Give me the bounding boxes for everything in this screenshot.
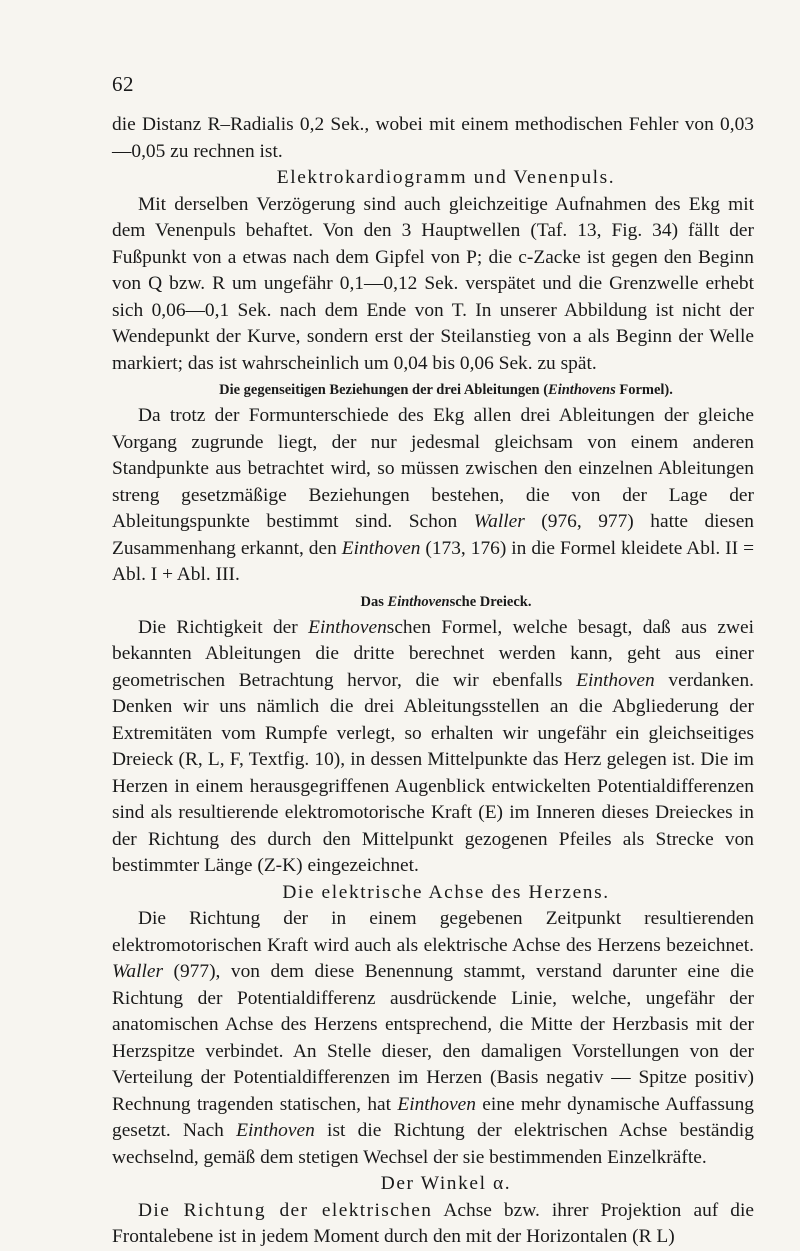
section-heading-elektrische-achse: Die elektrische Achse des Herzens. (282, 881, 610, 903)
page-number: 62 (112, 72, 134, 96)
text-run: (977), von dem diese Benennung stammt, verstand darunter eine die Richtung der Potentialdifferenz ausdrückende Linie, welche, ungefähr der anatomischen Achse des Herzens entsprechend, die Mitte der Herzbasis mit der Herzspitze verbindet. An Stelle dieser, den damaligen Vorstellungen von der Verteilung der Potentialdifferenzen im Herzen (Basis negativ — Spitze positiv) Rechnung tragenden statischen, hat (112, 961, 754, 1115)
author-name: Waller (112, 961, 163, 982)
author-name: Einthoven (308, 616, 387, 638)
section-heading-beziehungen (112, 377, 754, 403)
text-run: verdanken. Denken wir uns nämlich die drei Ableitungsstellen an die Abgliederung der Extremitäten vom Rumpfe verlegt, so erhalten wir ungefähr ein gleichseitiges Dreieck (R, L, F, Textfig. 10), in dessen Mittelpunkte das Herz gelegen ist. Die im Herzen in einem herausgegriffenen Augenblick entwickelten Potentialdifferenzen sind als resultierende elektromotorische Kraft (E) im Inneren dieses Dreieckes in der Richtung des durch den Mittelpunkt gezogenen Pfeiles als Strecke von bestimmter Länge (Z-K) eingezeichnet. (112, 669, 754, 876)
text-run: Die Richtung der in einem gegebenen Zeitpunkt resultierenden elektromotorischen Kraft wird auch als elektrische Achse des Herzens bezeichnet. (112, 908, 754, 956)
text-run: Die Richtung (138, 1199, 266, 1221)
paragraph-3 (112, 403, 754, 589)
author-name: Einthoven (387, 593, 450, 610)
section-heading-winkel-alpha: Der Winkel α. (380, 1173, 512, 1194)
text-run: (173, 176) in die Formel kleidete Abl. II = Abl. I + Abl. III. (112, 537, 754, 585)
heading-text: Formel). (615, 382, 673, 398)
text-run: ist die Richtung der elektrischen Achse beständig wechselnd, gemäß dem stetigen Wechsel der sie bestimmenden Einzelkräfte. (112, 1120, 754, 1168)
text-run: Die Richtigkeit der (138, 616, 309, 638)
heading-text: Das (360, 593, 388, 610)
text-run: Achse bzw. ihrer Projektion auf die Frontalebene ist in jedem Moment durch den mit der Horizontalen (R L) (112, 1199, 754, 1247)
text-run: Da trotz der Formunterschiede des Ekg allen drei Ableitungen der gleiche Vorgang zugrunde liegt, der nur jedesmal gleichsam von einem anderen Standpunkte aus betrachtet wird, so müssen zwischen den einzelnen Ableitungen streng gesetzmäßige Beziehungen bestehen, die von der Lage der Ableitungspunkte bestimmt sind. Schon (112, 405, 754, 532)
text-run: schen Formel, welche besagt, daß aus zwei bekannten Ableitungen die dritte berechnet werden kann, geht aus einer geometrischen Betrachtung hervor, die wir ebenfalls (112, 616, 754, 691)
author-name: Einthoven (236, 1120, 315, 1141)
text-run: (976, 977) hatte diesen Zusammenhang erkannt, den (112, 511, 755, 559)
section-heading-ekg-venenpuls: Elektrokardiogramm und Venenpuls. (276, 167, 616, 188)
text-run: der (265, 1199, 322, 1221)
author-name: Waller (473, 511, 525, 532)
author-name: Einthovens (548, 382, 616, 398)
text-run: elektrischen (321, 1199, 433, 1221)
paragraph-1: die Distanz R–Radialis 0,2 Sek., wobei mit einem methodischen Fehler von 0,03—0,05 zu rechnen ist. (112, 114, 754, 162)
body-text (112, 112, 754, 1251)
paragraph-4 (112, 615, 754, 880)
text-run: eine mehr dynamische Auffassung gesetzt. Nach (112, 1093, 754, 1141)
section-heading-dreieck (112, 589, 754, 615)
author-name: Einthoven (576, 669, 655, 691)
paragraph-6 (112, 1198, 754, 1251)
paragraph-5 (112, 906, 754, 1171)
paragraph-2: Mit derselben Verzögerung sind auch gleichzeitige Aufnahmen des Ekg mit dem Venenpuls behaftet. Von den 3 Hauptwellen (Taf. 13, Fig. 34) fällt der Fußpunkt von a etwas nach dem Gipfel von P; die c-Zacke ist gegen den Beginn von Q bzw. R um ungefähr 0,1—0,12 Sek. verspätet und die Grenzwelle erhebt sich 0,06—0,1 Sek. nach dem Ende von T. In unserer Abbildung ist nicht der Wendepunkt der Kurve, sondern erst der Steilanstieg von a als Beginn der Welle markiert; das ist wahrscheinlich um 0,04 bis 0,06 Sek. zu spät. (112, 193, 754, 374)
heading-text: sche Dreieck. (449, 593, 532, 610)
heading-text: Die gegenseitigen Beziehungen der drei Ableitungen ( (219, 382, 549, 398)
author-name: Einthoven (397, 1093, 476, 1115)
author-name: Einthoven (341, 537, 421, 559)
